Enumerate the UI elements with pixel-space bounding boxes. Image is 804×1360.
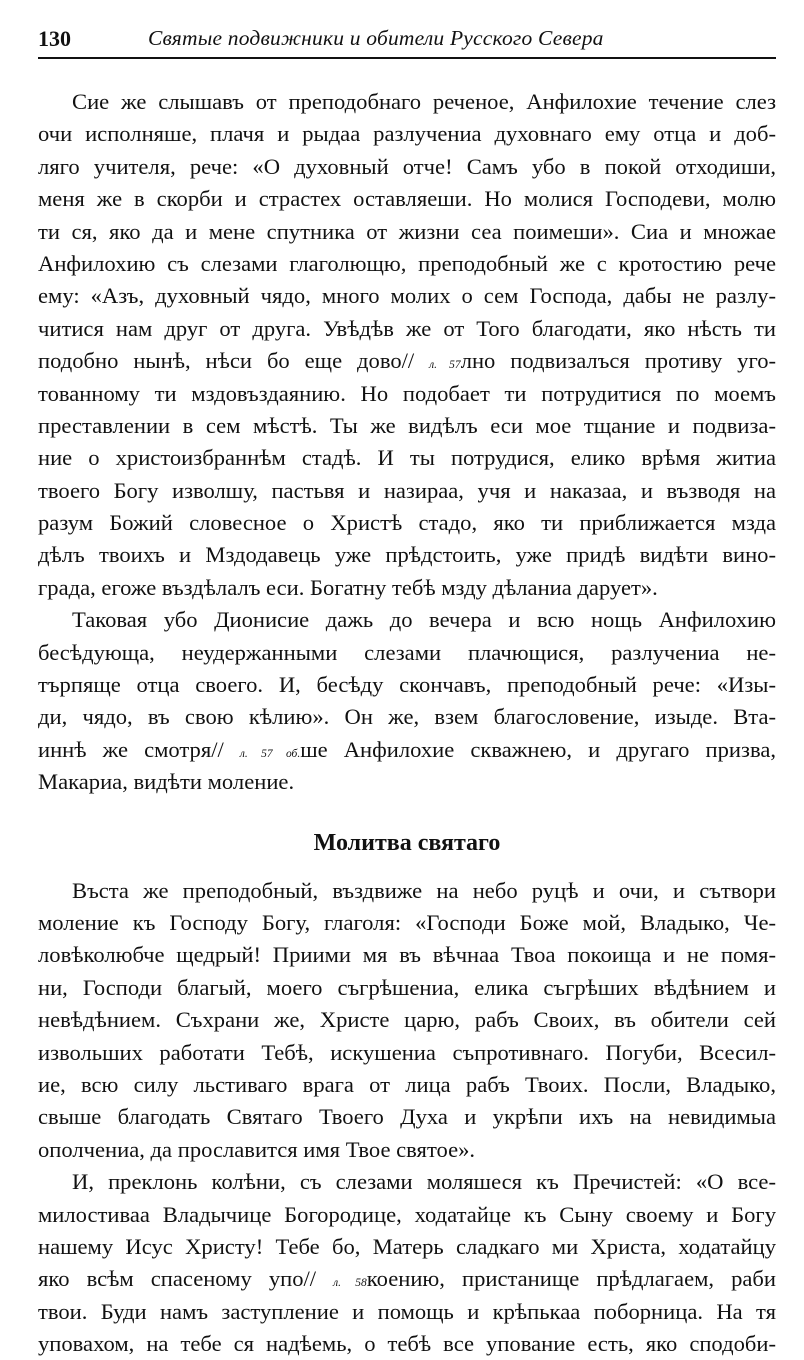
paragraph	[38, 604, 776, 798]
text-line: ди, чядо, въ свою кѣлию». Он же, взем благословение, изыде. Вта-	[38, 704, 776, 730]
text-fragment: лно подвизалъся противу уго-	[460, 348, 777, 374]
text-line: града, егоже въздѣлалъ еси. Богатну тебѣ мзду дѣланиа дарует».	[38, 574, 658, 600]
text-line: ляго учителя, рече: «О духовный отче! Самъ убо в покой отходиши,	[38, 153, 776, 179]
text-line: бесѣдующа, неудержанными слезами плачющися, разлучениа не-	[38, 639, 776, 665]
text-line	[38, 734, 776, 766]
paragraph	[38, 1166, 776, 1360]
text-line	[38, 1263, 776, 1295]
folio-slashes: //	[211, 736, 224, 762]
text-line: меня же в скорби и страстех оставляеши. Но молися Господеви, молю	[38, 186, 776, 212]
text-line: ти ся, яко да и мене спутника от жизни сеа поимеши». Сиа и множае	[38, 218, 776, 244]
body-text	[38, 86, 776, 1360]
text-line: Анфилохию съ слезами глаголющю, преподобный же с кротостию рече	[38, 250, 776, 276]
text-line: ловѣколюбче щедрый! Приими мя въ вѣчнаа Твоа покоища и не помя-	[38, 942, 776, 968]
text-line: търпяще отца своего. И, бесѣду скончавъ, преподобный рече: «Изы-	[38, 672, 776, 698]
text-line: преставлении в сем мѣстѣ. Ты же видѣлъ еси мое тщание и подвиза-	[38, 412, 776, 438]
text-line: разум Божий словесное о Христѣ стадо, яко ти приближается мзда	[38, 510, 776, 536]
text-line: ни, Господи благый, моего съгрѣшениа, елика съгрѣших вѣдѣнием и	[38, 974, 776, 1000]
header-rule	[38, 57, 776, 59]
page-number: 130	[38, 26, 71, 51]
text-line: Макариа, видѣти моление.	[38, 769, 295, 795]
text-line: извольших работати Тебѣ, искушениа съпротивнаго. Погуби, Всесил-	[38, 1039, 776, 1065]
text-line: твои. Буди намъ заступление и помощь и крѣпькаа поборница. На тя	[38, 1298, 776, 1324]
text-fragment: коению, пристанище прѣдлагаем, раби	[366, 1266, 777, 1292]
text-line: ние о христоизбраннѣм стадѣ. И ты потрудися, елико врѣмя житиа	[38, 445, 776, 471]
paragraph	[38, 875, 776, 1167]
text-fragment: ше Анфилохие скважнею, и другаго призва,	[300, 736, 776, 762]
running-title: Святые подвижники и обители Русского Севера	[148, 26, 604, 50]
text-line: ему: «Азъ, духовный чядо, много молих о сем Господа, дабы не разлу-	[38, 283, 776, 309]
text-line: тованному ти мздовъздаянию. Но подобает ти потрудитися по моемъ	[38, 380, 776, 406]
folio-marker: л. 57	[429, 359, 461, 372]
text-line: ие, всю силу льстиваго врага от лица рабъ Твоих. Посли, Владыко,	[38, 1071, 776, 1097]
text-line: Таковая убо Дионисие дажь до вечера и всю нощь Анфилохию	[72, 607, 776, 633]
text-line: И, преклонь колѣни, съ слезами моляшеся къ Пречистей: «О все-	[72, 1169, 776, 1195]
text-line: дѣлъ твоихъ и Мздодавець уже прѣдстоить, уже придѣ видѣти вино-	[38, 542, 776, 568]
text-line: читися нам друг от друга. Увѣдѣв же от Того благодати, яко нѣсть ти	[38, 315, 776, 341]
text-line: Сие же слышавъ от преподобнаго реченое, Анфилохие течение слез	[72, 89, 776, 114]
text-fragment: яко всѣм спасеному упо	[38, 1266, 304, 1292]
text-fragment: иннѣ же смотря	[38, 736, 212, 762]
text-line: свыше благодать Святаго Твоего Духа и укрѣпи ихъ на невидимыа	[38, 1104, 776, 1130]
folio-slashes: //	[401, 348, 415, 374]
text-line	[38, 345, 776, 377]
text-line: невѣдѣнием. Съхрани же, Христе царю, рабъ Своих, въ обители сей	[38, 1007, 776, 1033]
folio-marker: л. 58	[333, 1277, 367, 1290]
text-fragment: подобно нынѣ, нѣси бо еще дово	[38, 348, 402, 374]
text-line: уповахом, на тебе ся надѣемь, о тебѣ все упование есть, яко сподоби-	[38, 1331, 776, 1357]
text-line: твоего Богу изволшу, пастьвя и назираа, учя и наказаа, и възводя на	[38, 477, 776, 503]
text-line: ополчениа, да прославится имя Твое святое».	[38, 1136, 476, 1162]
section-heading: Молитва святаго	[313, 829, 501, 856]
paragraph	[38, 86, 776, 604]
text-line: милостиваа Владычице Богородице, ходатайце къ Сыну своему и Богу	[38, 1201, 776, 1227]
text-line: очи исполняше, плачя и рыдаа разлучениа духовнаго ему отца и доб-	[38, 121, 776, 147]
page-header	[38, 22, 776, 58]
text-line: моление къ Господу Богу, глаголя: «Господи Боже мой, Владыко, Че-	[38, 909, 776, 935]
text-line: нашему Исус Христу! Тебе бо, Матерь сладкаго ми Христа, ходатайцу	[38, 1233, 776, 1259]
folio-slashes: //	[303, 1266, 317, 1292]
text-line: Въста же преподобный, въздвиже на небо руцѣ и очи, и сътвори	[72, 877, 776, 903]
folio-marker: л. 57 об.	[239, 747, 301, 760]
